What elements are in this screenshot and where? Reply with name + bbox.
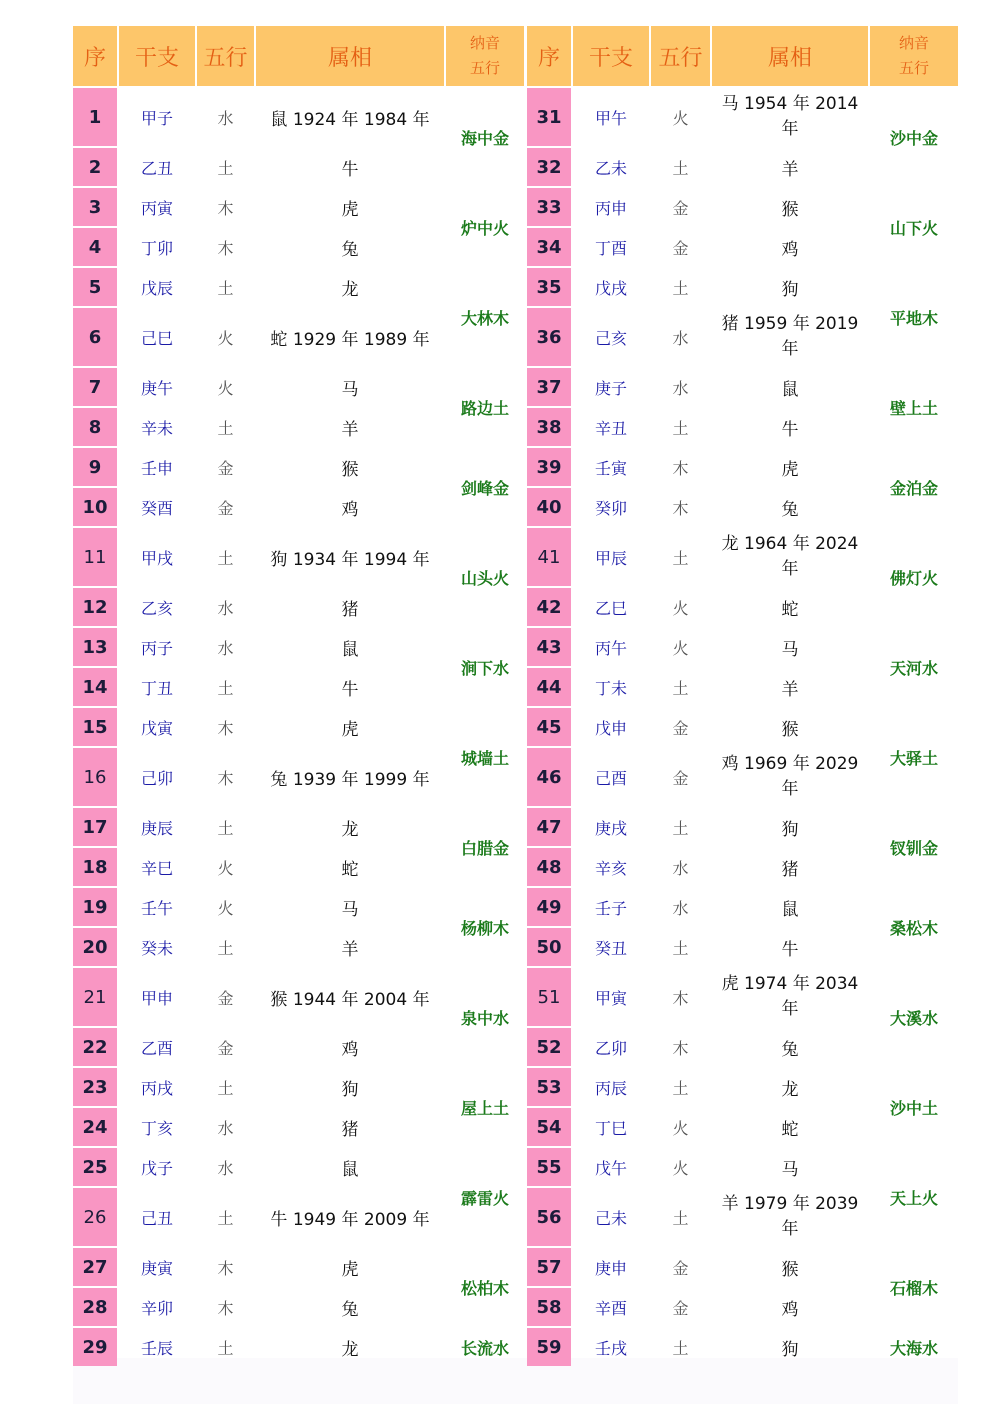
row-wuxing: 金 <box>217 458 234 478</box>
row-ganzhi: 壬申 <box>140 458 173 478</box>
row-seq: 12 <box>73 588 117 626</box>
row-seq: 59 <box>527 1328 571 1366</box>
row-wuxing: 水 <box>217 638 234 658</box>
row-ganzhi: 庚午 <box>140 378 173 398</box>
row-wuxing: 火 <box>672 108 689 128</box>
row-shuxiang: 牛 1949 年 2009 年 <box>270 1209 430 1230</box>
row-seq: 18 <box>73 848 117 886</box>
row-ganzhi: 庚申 <box>594 1258 627 1278</box>
row-shuxiang: 龙 <box>781 1079 799 1100</box>
row-seq: 3 <box>73 188 117 226</box>
row-nayin: 天上火 <box>889 1188 938 1208</box>
row-wuxing: 土 <box>217 1078 234 1098</box>
row-wuxing: 木 <box>217 198 234 218</box>
row-wuxing: 水 <box>217 108 234 128</box>
row-shuxiang: 龙 <box>341 1339 359 1360</box>
row-shuxiang: 猴 <box>341 459 359 480</box>
row-seq: 21 <box>73 968 117 1026</box>
row-wuxing: 火 <box>217 858 234 878</box>
row-shuxiang: 兔 1939 年 1999 年 <box>270 769 430 790</box>
row-seq: 5 <box>73 268 117 306</box>
row-ganzhi: 丁未 <box>594 678 627 698</box>
row-seq: 2 <box>73 148 117 186</box>
row-seq: 8 <box>73 408 117 446</box>
row-wuxing: 金 <box>217 1038 234 1058</box>
row-ganzhi: 辛巳 <box>140 858 173 878</box>
row-ganzhi: 丁酉 <box>594 238 627 258</box>
row-nayin: 山下火 <box>889 218 938 238</box>
row-wuxing: 土 <box>217 418 234 438</box>
row-shuxiang: 鼠 <box>341 639 359 660</box>
row-ganzhi: 戊辰 <box>140 278 173 298</box>
row-seq: 58 <box>527 1288 571 1326</box>
row-ganzhi: 甲寅 <box>594 988 627 1008</box>
row-shuxiang: 羊 <box>341 939 359 960</box>
row-seq: 45 <box>527 708 571 746</box>
row-ganzhi: 乙亥 <box>140 598 173 618</box>
row-seq: 46 <box>527 748 571 806</box>
row-shuxiang: 兔 <box>781 499 799 520</box>
row-shuxiang: 牛 <box>341 159 359 180</box>
row-ganzhi: 壬辰 <box>140 1338 173 1358</box>
row-wuxing: 土 <box>672 678 689 698</box>
row-seq: 40 <box>527 488 571 526</box>
row-seq: 19 <box>73 888 117 926</box>
row-nayin: 壁上土 <box>889 398 938 418</box>
header-seq-left: 序 <box>73 26 117 86</box>
row-nayin: 城墙土 <box>460 748 509 768</box>
row-shuxiang: 羊 <box>781 679 799 700</box>
row-ganzhi: 壬戌 <box>594 1338 627 1358</box>
row-shuxiang: 虎 <box>341 199 359 220</box>
row-nayin: 天河水 <box>889 658 938 678</box>
row-wuxing: 土 <box>217 818 234 838</box>
row-ganzhi: 乙未 <box>594 158 627 178</box>
row-shuxiang: 兔 <box>341 239 359 260</box>
row-wuxing: 火 <box>672 638 689 658</box>
row-wuxing: 土 <box>672 1208 689 1228</box>
row-ganzhi: 戊寅 <box>140 718 173 738</box>
row-seq: 43 <box>527 628 571 666</box>
row-wuxing: 水 <box>672 898 689 918</box>
row-shuxiang: 马 <box>341 899 359 920</box>
row-ganzhi: 辛未 <box>140 418 173 438</box>
row-seq: 33 <box>527 188 571 226</box>
row-seq: 56 <box>527 1188 571 1246</box>
row-shuxiang: 猴 1944 年 2004 年 <box>270 989 430 1010</box>
header-shuxiang-left: 属相 <box>256 26 444 86</box>
row-nayin: 涧下水 <box>460 658 509 678</box>
row-seq: 28 <box>73 1288 117 1326</box>
row-wuxing: 土 <box>672 548 689 568</box>
row-wuxing: 土 <box>217 548 234 568</box>
row-nayin: 石榴木 <box>889 1278 938 1298</box>
row-seq: 24 <box>73 1108 117 1146</box>
row-seq: 20 <box>73 928 117 966</box>
row-seq: 44 <box>527 668 571 706</box>
row-ganzhi: 庚寅 <box>140 1258 173 1278</box>
header-ganzhi-right: 干支 <box>573 26 649 86</box>
row-wuxing: 土 <box>217 158 234 178</box>
row-wuxing: 土 <box>217 678 234 698</box>
row-seq: 51 <box>527 968 571 1026</box>
row-ganzhi: 庚戌 <box>594 818 627 838</box>
row-wuxing: 木 <box>672 498 689 518</box>
row-seq: 48 <box>527 848 571 886</box>
row-ganzhi: 甲辰 <box>594 548 627 568</box>
row-wuxing: 金 <box>217 498 234 518</box>
row-ganzhi: 辛亥 <box>594 858 627 878</box>
row-seq: 34 <box>527 228 571 266</box>
row-seq: 37 <box>527 368 571 406</box>
row-seq: 14 <box>73 668 117 706</box>
row-shuxiang: 鸡 <box>781 1299 799 1320</box>
row-ganzhi: 己未 <box>594 1208 627 1228</box>
row-shuxiang: 羊 1979 年 2039 年 <box>721 1194 859 1239</box>
row-ganzhi: 辛卯 <box>140 1298 173 1318</box>
row-seq: 27 <box>73 1248 117 1286</box>
row-shuxiang: 鼠 <box>341 1159 359 1180</box>
row-wuxing: 木 <box>217 1258 234 1278</box>
row-wuxing: 土 <box>672 1078 689 1098</box>
row-shuxiang: 蛇 <box>781 599 799 620</box>
row-seq: 49 <box>527 888 571 926</box>
row-nayin: 长流水 <box>460 1338 509 1358</box>
row-seq: 39 <box>527 448 571 486</box>
row-wuxing: 金 <box>217 988 234 1008</box>
row-seq: 52 <box>527 1028 571 1066</box>
row-seq: 22 <box>73 1028 117 1066</box>
row-seq: 25 <box>73 1148 117 1186</box>
row-shuxiang: 牛 <box>781 939 799 960</box>
row-wuxing: 火 <box>672 1158 689 1178</box>
row-wuxing: 金 <box>672 1258 689 1278</box>
row-seq: 29 <box>73 1328 117 1366</box>
header-wuxing-right: 五行 <box>651 26 710 86</box>
row-ganzhi: 乙酉 <box>140 1038 173 1058</box>
header-nayin-line1: 纳音 <box>898 34 929 52</box>
row-shuxiang: 兔 <box>341 1299 359 1320</box>
row-ganzhi: 乙丑 <box>140 158 173 178</box>
row-shuxiang: 牛 <box>781 419 799 440</box>
row-shuxiang: 猪 <box>341 1119 359 1140</box>
row-ganzhi: 戊戌 <box>594 278 627 298</box>
row-seq: 13 <box>73 628 117 666</box>
row-shuxiang: 狗 <box>341 1079 359 1100</box>
row-wuxing: 水 <box>217 1158 234 1178</box>
row-ganzhi: 丁巳 <box>594 1118 627 1138</box>
row-shuxiang: 猪 1959 年 2019 年 <box>721 314 859 359</box>
row-shuxiang: 虎 <box>781 459 799 480</box>
row-nayin: 大海水 <box>889 1338 938 1358</box>
row-wuxing: 水 <box>672 328 689 348</box>
row-ganzhi: 癸卯 <box>594 498 627 518</box>
row-nayin: 沙中土 <box>889 1098 938 1118</box>
row-shuxiang: 鸡 <box>341 1039 359 1060</box>
row-nayin: 平地木 <box>889 308 938 328</box>
row-ganzhi: 壬寅 <box>594 458 627 478</box>
row-wuxing: 火 <box>672 1118 689 1138</box>
row-wuxing: 金 <box>672 768 689 788</box>
row-wuxing: 木 <box>217 238 234 258</box>
row-ganzhi: 己丑 <box>140 1208 173 1228</box>
row-nayin: 屋上土 <box>460 1098 509 1118</box>
row-ganzhi: 戊申 <box>594 718 627 738</box>
row-seq: 31 <box>527 88 571 146</box>
row-shuxiang: 鸡 <box>781 239 799 260</box>
row-seq: 15 <box>73 708 117 746</box>
row-shuxiang: 猪 <box>341 599 359 620</box>
row-shuxiang: 狗 <box>781 279 799 300</box>
row-shuxiang: 牛 <box>341 679 359 700</box>
row-seq: 41 <box>527 528 571 586</box>
row-wuxing: 木 <box>672 988 689 1008</box>
row-wuxing: 木 <box>672 458 689 478</box>
row-shuxiang: 马 <box>341 379 359 400</box>
row-seq: 23 <box>73 1068 117 1106</box>
row-wuxing: 火 <box>672 598 689 618</box>
row-seq: 35 <box>527 268 571 306</box>
row-seq: 1 <box>73 88 117 146</box>
row-ganzhi: 己卯 <box>140 768 173 788</box>
row-ganzhi: 甲子 <box>140 108 173 128</box>
row-wuxing: 金 <box>672 718 689 738</box>
row-seq: 32 <box>527 148 571 186</box>
header-nayin-line2: 五行 <box>898 59 929 77</box>
row-nayin: 炉中火 <box>460 218 509 238</box>
row-wuxing: 土 <box>672 418 689 438</box>
row-wuxing: 木 <box>217 718 234 738</box>
header-nayin-left <box>446 26 524 86</box>
row-shuxiang: 虎 <box>341 1259 359 1280</box>
row-ganzhi: 己酉 <box>594 768 627 788</box>
row-shuxiang: 龙 <box>341 819 359 840</box>
row-shuxiang: 狗 1934 年 1994 年 <box>270 549 430 570</box>
row-ganzhi: 丙寅 <box>140 198 173 218</box>
row-nayin: 钗钏金 <box>889 838 938 858</box>
row-shuxiang: 羊 <box>781 159 799 180</box>
row-seq: 11 <box>73 528 117 586</box>
row-nayin: 山头火 <box>460 568 509 588</box>
header-seq-right: 序 <box>527 26 571 86</box>
row-ganzhi: 甲申 <box>140 988 173 1008</box>
row-nayin: 杨柳木 <box>460 918 509 938</box>
row-nayin: 沙中金 <box>889 128 938 148</box>
row-seq: 16 <box>73 748 117 806</box>
row-ganzhi: 癸未 <box>140 938 173 958</box>
row-wuxing: 土 <box>672 1338 689 1358</box>
row-ganzhi: 壬午 <box>140 898 173 918</box>
row-wuxing: 土 <box>217 938 234 958</box>
header-shuxiang-right: 属相 <box>712 26 868 86</box>
row-wuxing: 土 <box>672 938 689 958</box>
row-nayin: 桑松木 <box>889 918 938 938</box>
row-wuxing: 木 <box>217 1298 234 1318</box>
row-nayin: 海中金 <box>460 128 509 148</box>
row-seq: 7 <box>73 368 117 406</box>
row-seq: 10 <box>73 488 117 526</box>
row-seq: 9 <box>73 448 117 486</box>
row-wuxing: 火 <box>217 898 234 918</box>
row-wuxing: 土 <box>217 1338 234 1358</box>
row-nayin: 白腊金 <box>460 838 509 858</box>
row-wuxing: 土 <box>217 278 234 298</box>
row-wuxing: 水 <box>217 598 234 618</box>
row-shuxiang: 蛇 <box>781 1119 799 1140</box>
row-nayin: 剑峰金 <box>460 478 509 498</box>
row-ganzhi: 癸丑 <box>594 938 627 958</box>
row-nayin: 霹雷火 <box>460 1188 509 1208</box>
row-ganzhi: 庚子 <box>594 378 627 398</box>
row-shuxiang: 羊 <box>341 419 359 440</box>
row-nayin: 大溪水 <box>889 1008 938 1028</box>
row-seq: 17 <box>73 808 117 846</box>
row-ganzhi: 丁亥 <box>140 1118 173 1138</box>
row-ganzhi: 癸酉 <box>140 498 173 518</box>
row-shuxiang: 马 1954 年 2014 年 <box>721 94 859 139</box>
row-ganzhi: 丙子 <box>140 638 173 658</box>
row-shuxiang: 鼠 <box>781 899 799 920</box>
row-wuxing: 土 <box>672 158 689 178</box>
row-shuxiang: 马 <box>781 1159 799 1180</box>
row-shuxiang: 鸡 <box>341 499 359 520</box>
row-seq: 47 <box>527 808 571 846</box>
row-shuxiang: 狗 <box>781 1339 799 1360</box>
row-wuxing: 木 <box>672 1038 689 1058</box>
row-shuxiang: 猪 <box>781 859 799 880</box>
row-wuxing: 土 <box>672 278 689 298</box>
row-wuxing: 土 <box>672 818 689 838</box>
row-ganzhi: 辛酉 <box>594 1298 627 1318</box>
row-shuxiang: 龙 <box>341 279 359 300</box>
row-shuxiang: 鼠 <box>781 379 799 400</box>
row-shuxiang: 猴 <box>781 1259 799 1280</box>
row-wuxing: 水 <box>672 858 689 878</box>
header-nayin-line2: 五行 <box>469 59 500 77</box>
row-shuxiang: 猴 <box>781 199 799 220</box>
row-ganzhi: 甲戌 <box>140 548 173 568</box>
row-seq: 26 <box>73 1188 117 1246</box>
row-shuxiang: 狗 <box>781 819 799 840</box>
row-ganzhi: 己亥 <box>594 328 627 348</box>
row-wuxing: 金 <box>672 238 689 258</box>
row-shuxiang: 蛇 1929 年 1989 年 <box>270 329 430 350</box>
row-nayin: 大驿土 <box>889 748 938 768</box>
row-shuxiang: 鼠 1924 年 1984 年 <box>270 109 430 130</box>
row-wuxing: 金 <box>672 198 689 218</box>
header-ganzhi-left: 干支 <box>119 26 195 86</box>
row-wuxing: 火 <box>217 328 234 348</box>
row-ganzhi: 丁丑 <box>140 678 173 698</box>
row-ganzhi: 乙卯 <box>594 1038 627 1058</box>
row-ganzhi: 戊午 <box>594 1158 627 1178</box>
row-nayin: 松柏木 <box>460 1278 509 1298</box>
row-nayin: 泉中水 <box>460 1008 509 1028</box>
row-seq: 50 <box>527 928 571 966</box>
row-ganzhi: 丙午 <box>594 638 627 658</box>
row-shuxiang: 兔 <box>781 1039 799 1060</box>
row-seq: 38 <box>527 408 571 446</box>
row-shuxiang: 马 <box>781 639 799 660</box>
row-shuxiang: 鸡 1969 年 2029 年 <box>721 754 859 799</box>
row-ganzhi: 辛丑 <box>594 418 627 438</box>
header-nayin-right <box>870 26 958 86</box>
row-wuxing: 土 <box>217 1208 234 1228</box>
row-ganzhi: 乙巳 <box>594 598 627 618</box>
row-seq: 6 <box>73 308 117 366</box>
row-ganzhi: 甲午 <box>594 108 627 128</box>
row-wuxing: 金 <box>672 1298 689 1318</box>
row-shuxiang: 虎 1974 年 2034 年 <box>721 974 859 1019</box>
row-seq: 54 <box>527 1108 571 1146</box>
row-shuxiang: 龙 1964 年 2024 年 <box>721 534 859 579</box>
row-seq: 53 <box>527 1068 571 1106</box>
row-shuxiang: 猴 <box>781 719 799 740</box>
row-nayin: 金泊金 <box>889 478 938 498</box>
row-nayin: 佛灯火 <box>889 568 938 588</box>
row-ganzhi: 丙戌 <box>140 1078 173 1098</box>
row-ganzhi: 壬子 <box>594 898 627 918</box>
row-ganzhi: 丁卯 <box>140 238 173 258</box>
row-ganzhi: 庚辰 <box>140 818 173 838</box>
row-ganzhi: 己巳 <box>140 328 173 348</box>
row-seq: 36 <box>527 308 571 366</box>
row-seq: 42 <box>527 588 571 626</box>
row-wuxing: 木 <box>217 768 234 788</box>
row-nayin: 大林木 <box>460 308 509 328</box>
row-ganzhi: 戊子 <box>140 1158 173 1178</box>
row-nayin: 路边土 <box>460 398 509 418</box>
row-ganzhi: 丙申 <box>594 198 627 218</box>
row-seq: 55 <box>527 1148 571 1186</box>
row-seq: 57 <box>527 1248 571 1286</box>
row-seq: 4 <box>73 228 117 266</box>
row-shuxiang: 虎 <box>341 719 359 740</box>
header-wuxing-left: 五行 <box>197 26 254 86</box>
row-wuxing: 水 <box>672 378 689 398</box>
row-wuxing: 水 <box>217 1118 234 1138</box>
row-wuxing: 火 <box>217 378 234 398</box>
row-shuxiang: 蛇 <box>341 859 359 880</box>
row-ganzhi: 丙辰 <box>594 1078 627 1098</box>
header-nayin-line1: 纳音 <box>469 34 500 52</box>
